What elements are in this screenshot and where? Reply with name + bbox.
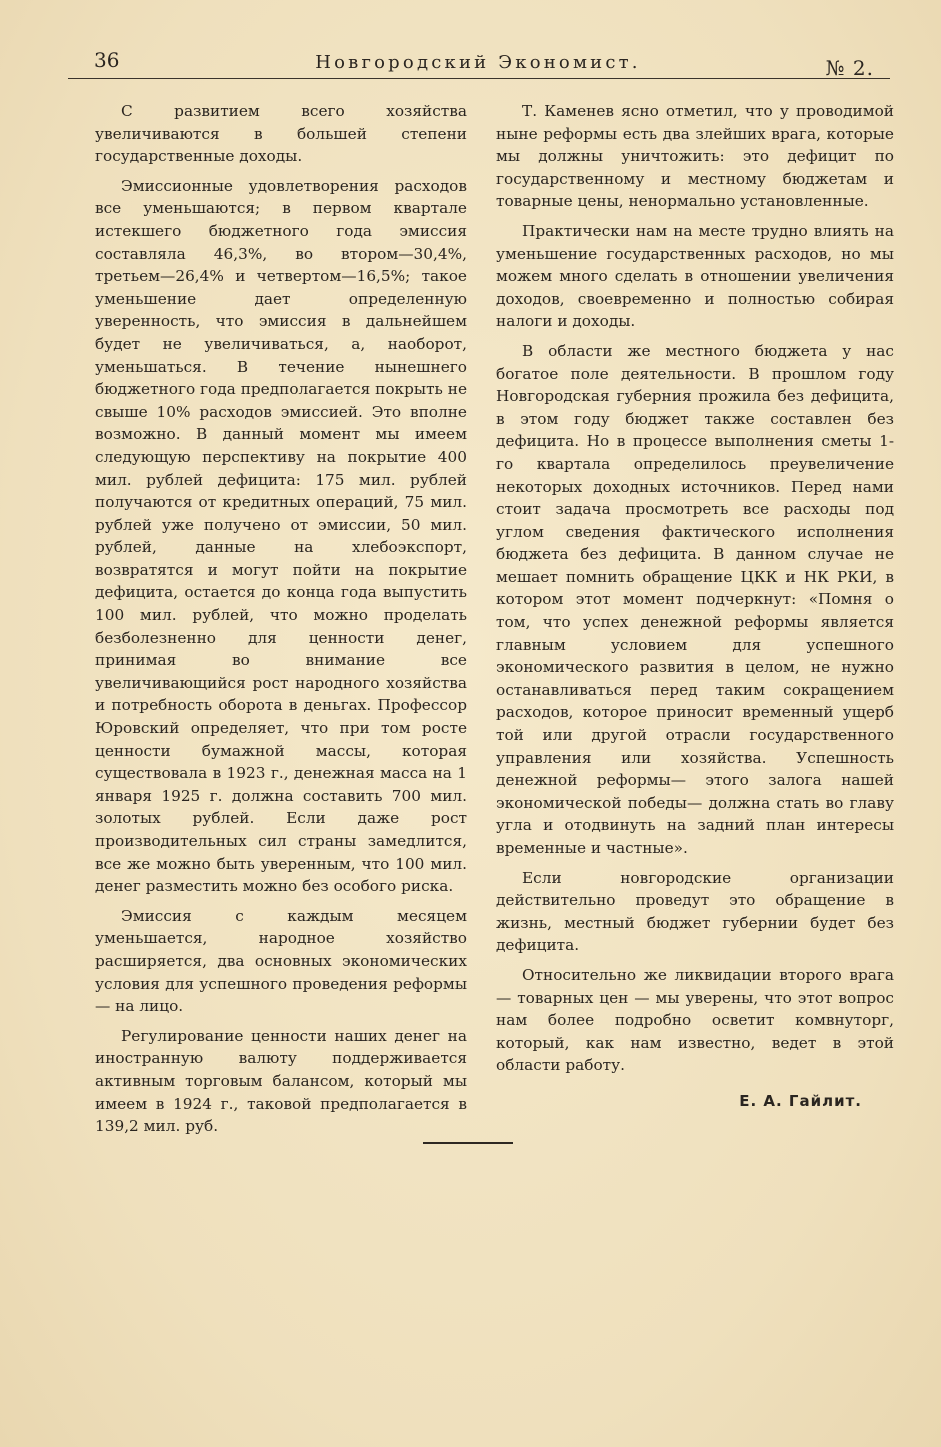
page-header bbox=[68, 46, 888, 80]
paragraph: Эмиссионные удовлетворения расходов все уменьшаются; в первом квартале истекшего бюджетного года эмиссия составляла 46,3%, во втором—30,4%, третьем—26,4% и четвертом—16,5%; такое уменьшение дает определенную уверенность, что эмиссия в дальнейшем будет не увеличиваться, а, наоборот, уменьшаться. В течение нынешнего бюджетного года предполагается покрыть не свыше 10% расходов эмиссией. Это вполне возможно. В данный момент мы имеем следующую перспективу на покрытие 400 мил. рублей дефицита: 175 мил. рублей получаются от кредитных операций, 75 мил. рублей уже получено от эмиссии, 50 мил. рублей, данные на хлебоэкспорт, возвратятся и могут пойти на покрытие дефицита, остается до конца года выпустить 100 мил. рублей, что можно проделать безболезненно для ценности денег, принимая во внимание все увеличивающийся рост народного хозяйства и потребность оборота в деньгах. Профессор Юровский определяет, что при том росте ценности бумажной массы, которая существовала в 1923 г., денежная масса на 1 января 1925 г. должна составить 700 мил. золотых рублей. Если даже рост производительных сил страны замедлится, все же можно быть уверенным, что 100 мил. денег разместить можно без особого риска. bbox=[95, 176, 467, 896]
paragraph: Т. Каменев ясно отметил, что у проводимой ныне реформы есть два злейших врага, которые мы должны уничтожить: это дефицит по государственному и местному бюджетам и товарные цены, ненормально установленные. bbox=[496, 102, 894, 211]
author-signature: Е. А. Гайлит. bbox=[739, 1092, 862, 1110]
right-column bbox=[496, 100, 894, 1084]
issue-number: № 2. bbox=[825, 56, 874, 80]
paragraph: Практически нам на месте трудно влиять на уменьшение государственных расходов, но мы можем много сделать в отношении увеличения доходов, своевременно и полностью собирая налоги и доходы. bbox=[496, 221, 894, 331]
left-column bbox=[95, 100, 467, 1145]
page-number: 36 bbox=[94, 48, 120, 72]
header-rule bbox=[68, 78, 890, 79]
journal-title: Новгородский Экономист. bbox=[315, 52, 641, 73]
paragraph: С развитием всего хозяйства увеличиваются в большей степени государственные доходы. bbox=[95, 102, 467, 166]
paragraph: В области же местного бюджета у нас богатое поле деятельности. В прошлом году Новгородская губерния прожила без дефицита, в этом году бюджет также составлен без дефицита. Но в процессе выполнения сметы 1-го квартала определилось преувеличение некоторых доходных источников. Перед нами стоит задача просмотреть все расходы под углом сведения фактического исполнения бюджета без дефицита. В данном случае не мешает помнить обращение ЦКК и НК РКИ, в котором этот момент подчеркнут: «Помня о том, что успех денежной реформы является главным условием для успешного экономического развития в целом, не нужно останавливаться перед таким сокращением расходов, которое приносит временный ущерб той или другой отрасли государственного управления или хозяйства. Успешность денежной реформы— этого залога нашей экономической победы— должна стать во главу угла и отодвинуть на задний план интересы временные и частные». bbox=[496, 341, 894, 857]
paragraph: Эмиссия с каждым месяцем уменьшается, народное хозяйство расширяется, два основных экономических условия для успешного проведения реформы— на лицо. bbox=[95, 906, 467, 1016]
paragraph: Если новгородские организации действительно проведут это обращение в жизнь, местный бюджет губернии будет без дефицита. bbox=[496, 868, 894, 955]
paragraph: Относительно же ликвидации второго врага — товарных цен — мы уверены, что этот вопрос нам более подробно осветит комвнуторг, который, как нам известно, ведет в этой области работу. bbox=[496, 965, 894, 1075]
paragraph: Регулирование ценности наших денег на иностранную валюту поддерживается активным торговым балансом, который мы имеем в 1924 г., таковой предполагается в 139,2 мил. руб. bbox=[95, 1026, 467, 1136]
end-rule bbox=[423, 1142, 513, 1144]
